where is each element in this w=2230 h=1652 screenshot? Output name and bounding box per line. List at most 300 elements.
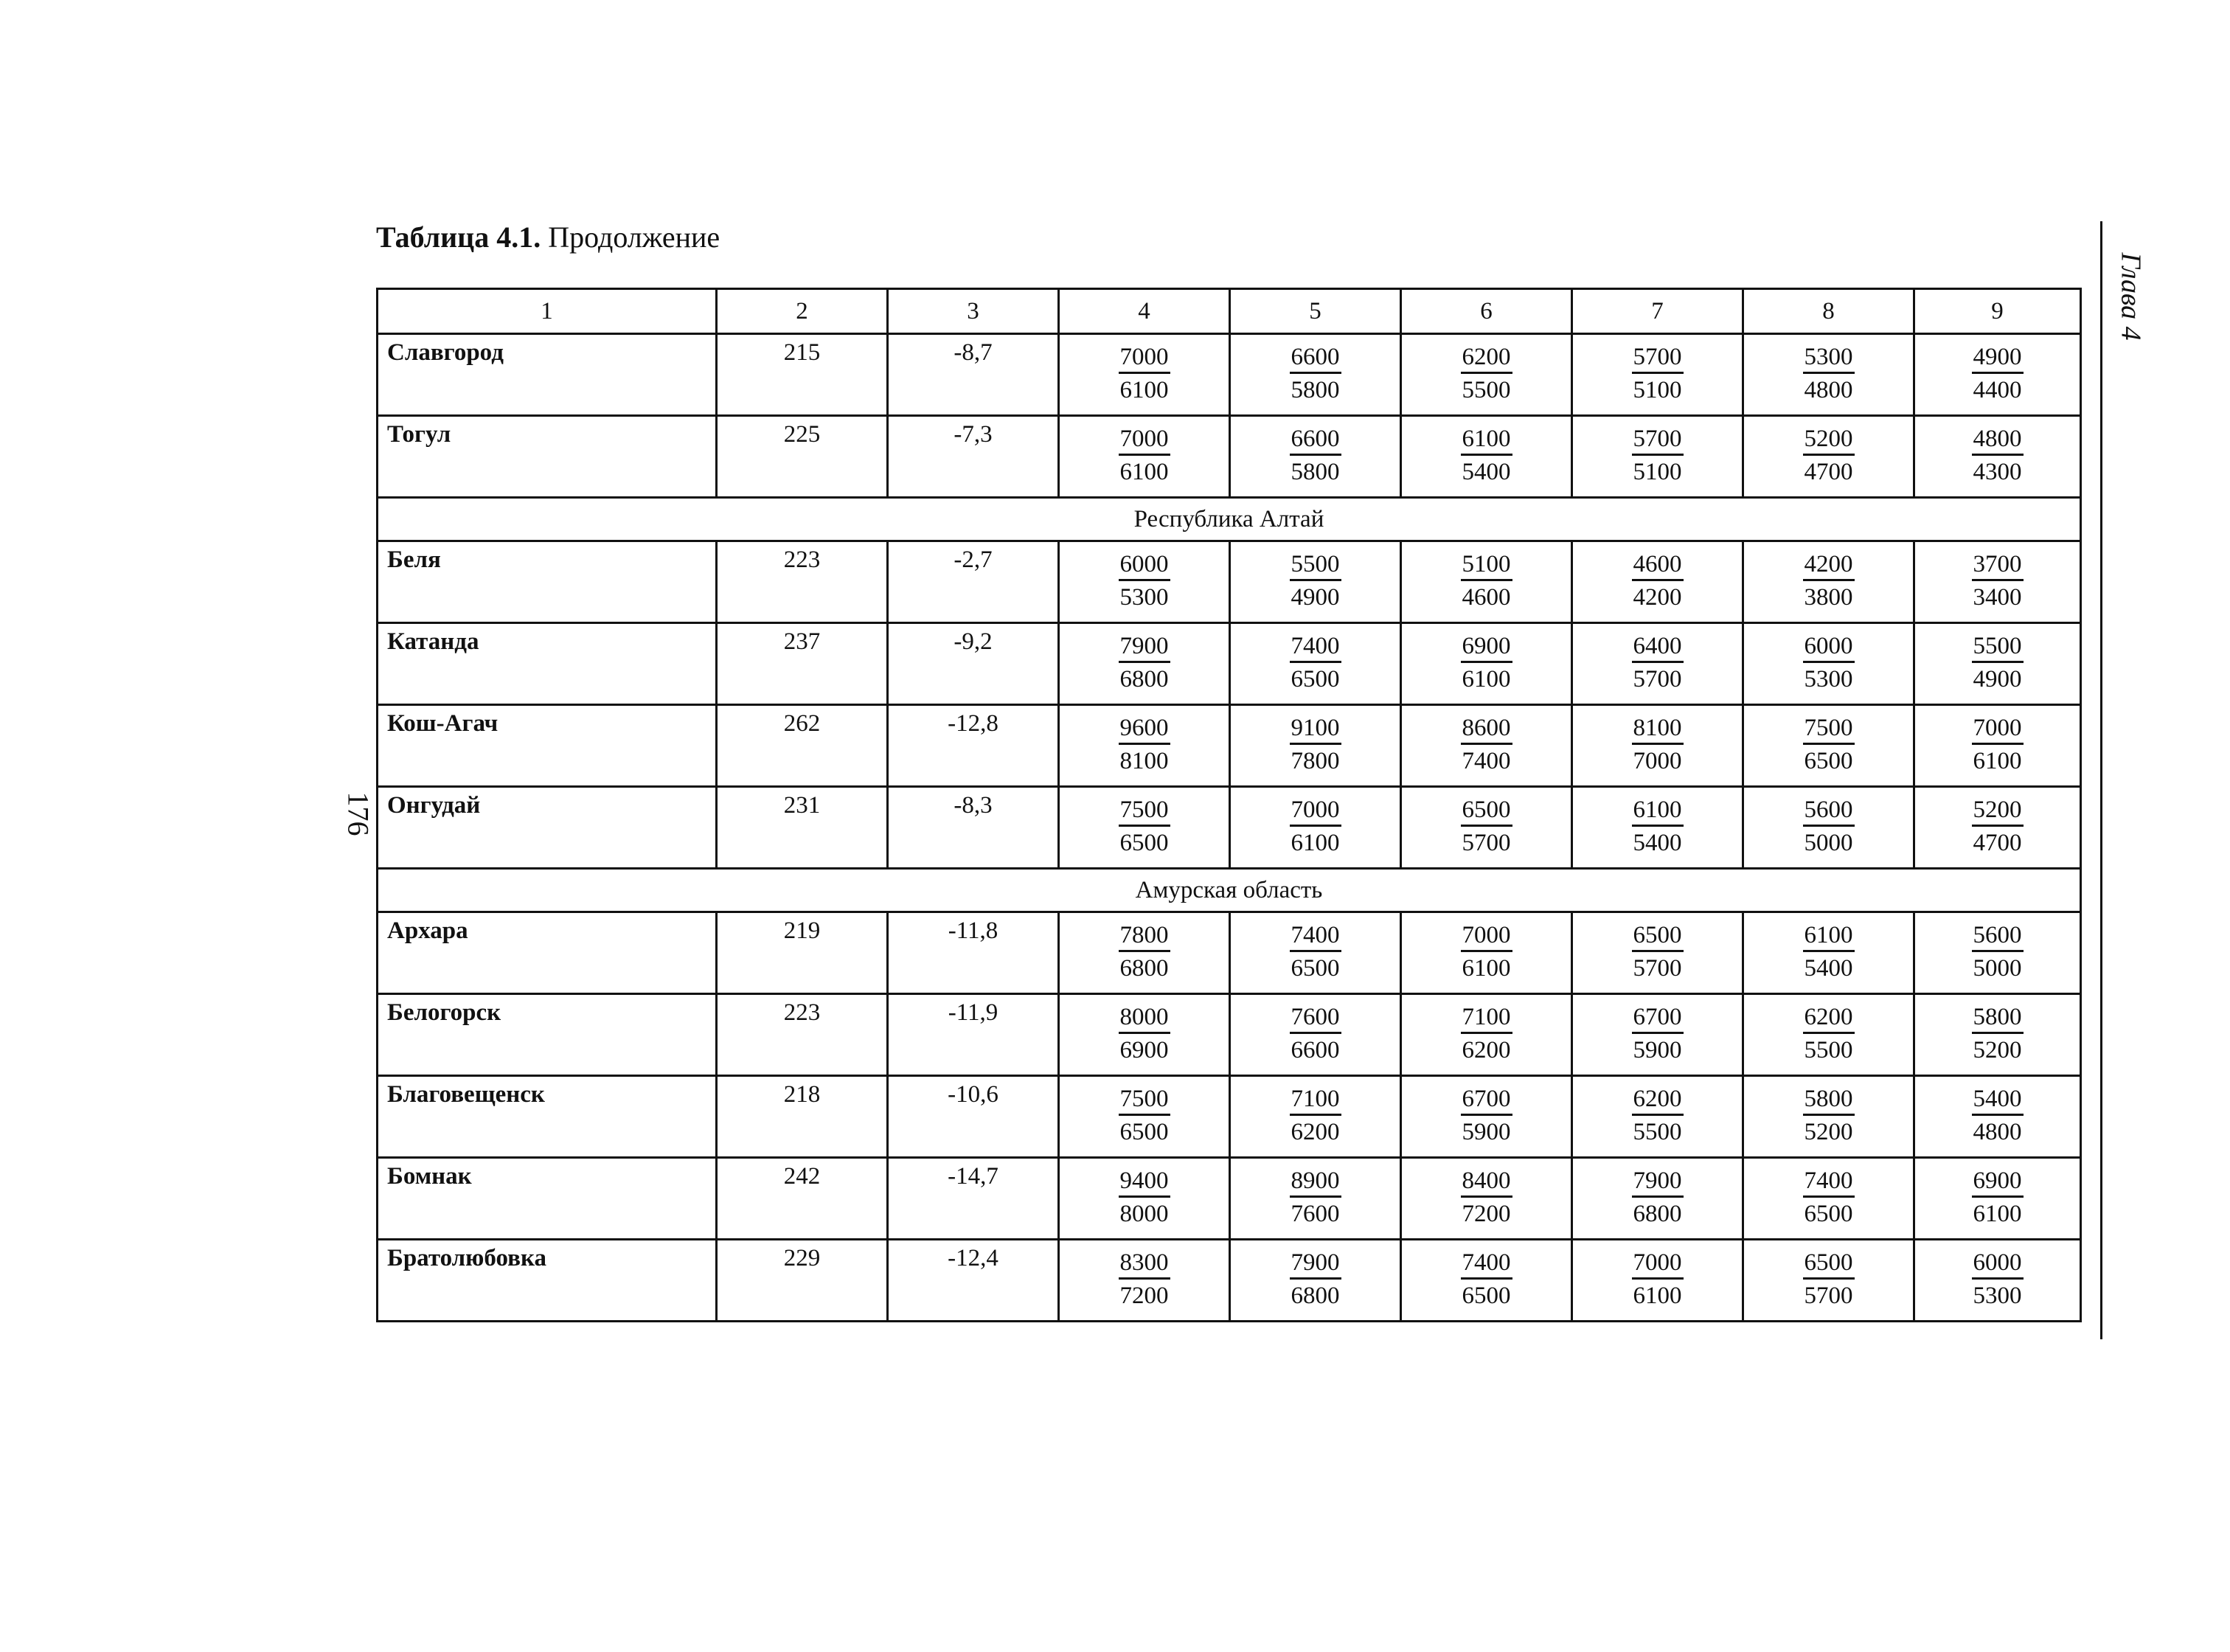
table-row [378, 1076, 2081, 1158]
fraction [1290, 1166, 1341, 1230]
fraction-cell [1743, 1240, 1914, 1322]
fraction-numerator: 6100 [1803, 920, 1855, 952]
fraction-denominator: 6100 [1462, 666, 1511, 693]
fraction-denominator: 6100 [1291, 830, 1340, 856]
station-name: Кош-Агач [378, 705, 717, 787]
column-header: 9 [1914, 289, 2081, 334]
fraction-numerator: 7500 [1119, 1084, 1170, 1116]
fraction [1461, 1002, 1512, 1066]
fraction-numerator: 5200 [1803, 424, 1855, 456]
fraction [1119, 631, 1170, 695]
fraction-cell [1230, 787, 1401, 869]
fraction-numerator: 7000 [1119, 342, 1170, 374]
fraction-numerator: 6500 [1461, 795, 1512, 827]
station-name: Тогул [378, 416, 717, 498]
fraction-numerator: 8100 [1632, 713, 1684, 745]
fraction-denominator: 4700 [1973, 830, 2022, 856]
fraction-numerator: 5800 [1803, 1084, 1855, 1116]
fraction-numerator: 3700 [1972, 549, 2024, 581]
cell-col-3: -8,7 [888, 334, 1059, 416]
table-caption [376, 220, 720, 254]
fraction-cell [1914, 416, 2081, 498]
fraction [1972, 549, 2024, 614]
fraction [1119, 342, 1170, 406]
fraction [1972, 713, 2024, 777]
fraction-denominator: 6800 [1633, 1201, 1682, 1227]
fraction-numerator: 7900 [1119, 631, 1170, 663]
fraction-numerator: 8600 [1461, 713, 1512, 745]
fraction-cell [1914, 705, 2081, 787]
table-row [378, 541, 2081, 623]
fraction-numerator: 6600 [1290, 424, 1341, 456]
fraction-denominator: 5000 [1804, 830, 1853, 856]
fraction [1461, 424, 1512, 488]
fraction [1632, 1166, 1684, 1230]
fraction [1290, 920, 1341, 985]
fraction [1461, 713, 1512, 777]
fraction-denominator: 6500 [1291, 955, 1340, 982]
fraction [1119, 1166, 1170, 1230]
fraction-cell [1059, 623, 1230, 705]
fraction-denominator: 5300 [1804, 666, 1853, 693]
station-name: Братолюбовка [378, 1240, 717, 1322]
cell-col-3: -14,7 [888, 1158, 1059, 1240]
fraction-numerator: 6200 [1632, 1084, 1684, 1116]
fraction [1461, 1248, 1512, 1312]
fraction-denominator: 5200 [1973, 1037, 2022, 1063]
fraction-denominator: 6800 [1119, 666, 1169, 693]
fraction-cell [1572, 1158, 1743, 1240]
fraction [1461, 1084, 1512, 1148]
fraction-denominator: 5100 [1633, 377, 1682, 403]
fraction-numerator: 6900 [1461, 631, 1512, 663]
fraction-numerator: 6200 [1803, 1002, 1855, 1034]
fraction-numerator: 6000 [1803, 631, 1855, 663]
fraction-numerator: 6400 [1632, 631, 1684, 663]
fraction-cell [1914, 623, 2081, 705]
fraction-numerator: 7000 [1972, 713, 2024, 745]
column-header: 8 [1743, 289, 1914, 334]
fraction-denominator: 6500 [1291, 666, 1340, 693]
cell-col-2: 231 [717, 787, 888, 869]
fraction-cell [1914, 1240, 2081, 1322]
fraction-cell [1401, 416, 1572, 498]
fraction [1119, 1002, 1170, 1066]
fraction-cell [1230, 1240, 1401, 1322]
fraction-cell [1059, 994, 1230, 1076]
fraction-denominator: 6100 [1119, 377, 1169, 403]
fraction [1972, 1002, 2024, 1066]
fraction-numerator: 7900 [1632, 1166, 1684, 1198]
station-name: Славгород [378, 334, 717, 416]
fraction-cell [1743, 416, 1914, 498]
fraction-cell [1059, 1076, 1230, 1158]
fraction [1119, 795, 1170, 859]
fraction-numerator: 4800 [1972, 424, 2024, 456]
fraction-numerator: 9600 [1119, 713, 1170, 745]
table-row [378, 912, 2081, 994]
column-header: 3 [888, 289, 1059, 334]
fraction [1290, 342, 1341, 406]
fraction-denominator: 7600 [1291, 1201, 1340, 1227]
fraction-numerator: 5300 [1803, 342, 1855, 374]
fraction-numerator: 7600 [1290, 1002, 1341, 1034]
fraction [1972, 424, 2024, 488]
table-row [378, 1240, 2081, 1322]
fraction-cell [1572, 705, 1743, 787]
fraction-denominator: 5900 [1462, 1119, 1511, 1145]
fraction-denominator: 5500 [1804, 1037, 1853, 1063]
column-header: 1 [378, 289, 717, 334]
fraction-denominator: 7200 [1462, 1201, 1511, 1227]
cell-col-3: -7,3 [888, 416, 1059, 498]
fraction [1972, 1084, 2024, 1148]
fraction [1803, 795, 1855, 859]
section-header-row [378, 869, 2081, 912]
fraction-cell [1572, 1076, 1743, 1158]
fraction-cell [1059, 541, 1230, 623]
station-name: Катанда [378, 623, 717, 705]
table-row [378, 787, 2081, 869]
fraction-numerator: 8400 [1461, 1166, 1512, 1198]
fraction-cell [1572, 1240, 1743, 1322]
cell-col-3: -9,2 [888, 623, 1059, 705]
fraction-denominator: 6900 [1119, 1037, 1169, 1063]
fraction-cell [1914, 1158, 2081, 1240]
fraction-cell [1230, 334, 1401, 416]
fraction-cell [1059, 1240, 1230, 1322]
fraction-cell [1230, 1076, 1401, 1158]
fraction-denominator: 6500 [1804, 748, 1853, 774]
fraction-numerator: 6100 [1632, 795, 1684, 827]
fraction [1461, 631, 1512, 695]
fraction [1803, 1248, 1855, 1312]
fraction-cell [1059, 416, 1230, 498]
fraction-denominator: 5400 [1633, 830, 1682, 856]
fraction-numerator: 7000 [1632, 1248, 1684, 1280]
fraction-numerator: 7500 [1119, 795, 1170, 827]
fraction [1290, 1084, 1341, 1148]
fraction-cell [1572, 787, 1743, 869]
cell-col-3: -8,3 [888, 787, 1059, 869]
fraction-cell [1743, 705, 1914, 787]
fraction-cell [1743, 912, 1914, 994]
fraction-denominator: 6500 [1119, 830, 1169, 856]
fraction-numerator: 7500 [1803, 713, 1855, 745]
fraction-cell [1572, 416, 1743, 498]
chapter-rule [2100, 221, 2102, 1339]
fraction-cell [1572, 623, 1743, 705]
data-table [376, 288, 2082, 1322]
fraction-numerator: 6000 [1119, 549, 1170, 581]
fraction-denominator: 5700 [1633, 955, 1682, 982]
fraction-denominator: 8100 [1119, 748, 1169, 774]
station-name: Благовещенск [378, 1076, 717, 1158]
fraction-denominator: 4900 [1973, 666, 2022, 693]
fraction-numerator: 7400 [1803, 1166, 1855, 1198]
fraction-cell [1743, 1158, 1914, 1240]
fraction-denominator: 7800 [1291, 748, 1340, 774]
fraction-denominator: 6500 [1804, 1201, 1853, 1227]
fraction-cell [1743, 994, 1914, 1076]
column-header: 2 [717, 289, 888, 334]
fraction-numerator: 4200 [1803, 549, 1855, 581]
fraction-denominator: 5900 [1633, 1037, 1682, 1063]
fraction [1119, 549, 1170, 614]
fraction [1632, 795, 1684, 859]
fraction-cell [1401, 1158, 1572, 1240]
fraction-denominator: 5400 [1462, 459, 1511, 485]
fraction [1119, 1084, 1170, 1148]
fraction-cell [1230, 1158, 1401, 1240]
fraction [1632, 549, 1684, 614]
fraction [1803, 1084, 1855, 1148]
fraction-denominator: 4400 [1973, 377, 2022, 403]
cell-col-3: -12,4 [888, 1240, 1059, 1322]
table-row [378, 416, 2081, 498]
cell-col-2: 215 [717, 334, 888, 416]
fraction [1461, 795, 1512, 859]
fraction-numerator: 5700 [1632, 424, 1684, 456]
fraction-denominator: 6500 [1462, 1283, 1511, 1309]
fraction [1972, 1166, 2024, 1230]
fraction-denominator: 6200 [1291, 1119, 1340, 1145]
fraction-numerator: 7400 [1290, 631, 1341, 663]
table-row [378, 1158, 2081, 1240]
fraction-denominator: 8000 [1119, 1201, 1169, 1227]
fraction-cell [1230, 705, 1401, 787]
fraction-denominator: 7200 [1119, 1283, 1169, 1309]
fraction-denominator: 6200 [1462, 1037, 1511, 1063]
fraction-cell [1401, 787, 1572, 869]
fraction [1972, 795, 2024, 859]
fraction-numerator: 5600 [1803, 795, 1855, 827]
fraction-denominator: 5400 [1804, 955, 1853, 982]
fraction-cell [1572, 541, 1743, 623]
fraction [1461, 1166, 1512, 1230]
cell-col-2: 218 [717, 1076, 888, 1158]
fraction-cell [1572, 994, 1743, 1076]
fraction-denominator: 6800 [1291, 1283, 1340, 1309]
fraction-denominator: 5500 [1462, 377, 1511, 403]
fraction [1632, 1002, 1684, 1066]
fraction-cell [1914, 912, 2081, 994]
fraction-cell [1743, 1076, 1914, 1158]
cell-col-3: -11,9 [888, 994, 1059, 1076]
fraction-numerator: 6100 [1461, 424, 1512, 456]
cell-col-3: -12,8 [888, 705, 1059, 787]
fraction [1803, 920, 1855, 985]
fraction-numerator: 5700 [1632, 342, 1684, 374]
fraction-denominator: 6100 [1973, 748, 2022, 774]
fraction-cell [1572, 334, 1743, 416]
table-body [378, 289, 2081, 1322]
fraction-denominator: 4800 [1973, 1119, 2022, 1145]
fraction-numerator: 6900 [1972, 1166, 2024, 1198]
fraction-cell [1230, 912, 1401, 994]
fraction [1803, 342, 1855, 406]
fraction-numerator: 6700 [1632, 1002, 1684, 1034]
fraction-numerator: 6500 [1803, 1248, 1855, 1280]
fraction-cell [1230, 416, 1401, 498]
station-name: Бомнак [378, 1158, 717, 1240]
fraction-cell [1743, 623, 1914, 705]
fraction [1290, 795, 1341, 859]
fraction-denominator: 5700 [1462, 830, 1511, 856]
cell-col-3: -11,8 [888, 912, 1059, 994]
fraction-denominator: 5200 [1804, 1119, 1853, 1145]
cell-col-2: 237 [717, 623, 888, 705]
fraction [1290, 631, 1341, 695]
fraction-cell [1230, 623, 1401, 705]
fraction [1290, 1248, 1341, 1312]
fraction [1119, 1248, 1170, 1312]
fraction-numerator: 8900 [1290, 1166, 1341, 1198]
fraction [1119, 424, 1170, 488]
fraction-cell [1401, 334, 1572, 416]
fraction-numerator: 5100 [1461, 549, 1512, 581]
cell-col-2: 242 [717, 1158, 888, 1240]
fraction [1803, 713, 1855, 777]
fraction-denominator: 5700 [1633, 666, 1682, 693]
fraction-cell [1914, 787, 2081, 869]
fraction-cell [1743, 787, 1914, 869]
fraction-cell [1743, 541, 1914, 623]
fraction-denominator: 3800 [1804, 584, 1853, 611]
fraction-numerator: 5500 [1972, 631, 2024, 663]
cell-col-3: -10,6 [888, 1076, 1059, 1158]
fraction-numerator: 7800 [1119, 920, 1170, 952]
fraction [1972, 1248, 2024, 1312]
section-title: Республика Алтай [378, 498, 2081, 541]
fraction-cell [1401, 994, 1572, 1076]
fraction-denominator: 6500 [1119, 1119, 1169, 1145]
fraction-numerator: 7000 [1119, 424, 1170, 456]
fraction-numerator: 8300 [1119, 1248, 1170, 1280]
fraction-cell [1401, 623, 1572, 705]
fraction-denominator: 5000 [1973, 955, 2022, 982]
cell-col-2: 225 [717, 416, 888, 498]
fraction-numerator: 4600 [1632, 549, 1684, 581]
table-row [378, 705, 2081, 787]
fraction-denominator: 5700 [1804, 1283, 1853, 1309]
cell-col-2: 223 [717, 994, 888, 1076]
fraction-denominator: 6600 [1291, 1037, 1340, 1063]
station-name: Белогорск [378, 994, 717, 1076]
fraction [1632, 1248, 1684, 1312]
column-header: 6 [1401, 289, 1572, 334]
fraction-numerator: 7100 [1290, 1084, 1341, 1116]
fraction-numerator: 9400 [1119, 1166, 1170, 1198]
fraction-denominator: 4200 [1633, 584, 1682, 611]
fraction-denominator: 5800 [1291, 377, 1340, 403]
table-row [378, 334, 2081, 416]
fraction-cell [1914, 994, 2081, 1076]
fraction-denominator: 3400 [1973, 584, 2022, 611]
fraction-cell [1914, 1076, 2081, 1158]
fraction-denominator: 4900 [1291, 584, 1340, 611]
fraction-numerator: 6000 [1972, 1248, 2024, 1280]
fraction [1461, 549, 1512, 614]
fraction [1290, 713, 1341, 777]
page-number: 176 [341, 791, 375, 836]
fraction-numerator: 6200 [1461, 342, 1512, 374]
fraction-cell [1743, 334, 1914, 416]
fraction-cell [1401, 912, 1572, 994]
fraction [1803, 424, 1855, 488]
cell-col-2: 229 [717, 1240, 888, 1322]
fraction [1632, 342, 1684, 406]
fraction-numerator: 7000 [1461, 920, 1512, 952]
fraction-denominator: 6800 [1119, 955, 1169, 982]
column-header: 7 [1572, 289, 1743, 334]
table-caption-number: Таблица 4.1. [376, 221, 541, 254]
fraction-numerator: 7900 [1290, 1248, 1341, 1280]
table-header-row [378, 289, 2081, 334]
fraction-cell [1401, 541, 1572, 623]
fraction-denominator: 5300 [1119, 584, 1169, 611]
fraction [1803, 549, 1855, 614]
fraction [1290, 549, 1341, 614]
fraction [1803, 1166, 1855, 1230]
fraction [1972, 631, 2024, 695]
fraction-denominator: 6100 [1119, 459, 1169, 485]
fraction [1803, 1002, 1855, 1066]
section-title: Амурская область [378, 869, 2081, 912]
cell-col-2: 223 [717, 541, 888, 623]
fraction-denominator: 5500 [1633, 1119, 1682, 1145]
fraction [1632, 713, 1684, 777]
fraction [1290, 424, 1341, 488]
fraction-cell [1059, 787, 1230, 869]
fraction [1803, 631, 1855, 695]
fraction-cell [1230, 994, 1401, 1076]
station-name: Онгудай [378, 787, 717, 869]
cell-col-2: 262 [717, 705, 888, 787]
fraction-numerator: 4900 [1972, 342, 2024, 374]
fraction-denominator: 4800 [1804, 377, 1853, 403]
fraction-numerator: 5800 [1972, 1002, 2024, 1034]
fraction [1461, 920, 1512, 985]
table-caption-text: Продолжение [541, 221, 720, 254]
fraction-numerator: 5400 [1972, 1084, 2024, 1116]
fraction-denominator: 4600 [1462, 584, 1511, 611]
section-header-row [378, 498, 2081, 541]
fraction-denominator: 6100 [1973, 1201, 2022, 1227]
table-row [378, 623, 2081, 705]
fraction-numerator: 7400 [1461, 1248, 1512, 1280]
fraction-denominator: 5800 [1291, 459, 1340, 485]
table-row [378, 994, 2081, 1076]
fraction-denominator: 6100 [1633, 1283, 1682, 1309]
fraction-denominator: 7400 [1462, 748, 1511, 774]
fraction [1290, 1002, 1341, 1066]
station-name: Архара [378, 912, 717, 994]
fraction-numerator: 6500 [1632, 920, 1684, 952]
fraction-cell [1059, 912, 1230, 994]
fraction-numerator: 7400 [1290, 920, 1341, 952]
fraction [1119, 713, 1170, 777]
station-name: Беля [378, 541, 717, 623]
cell-col-3: -2,7 [888, 541, 1059, 623]
fraction-cell [1914, 541, 2081, 623]
column-header: 4 [1059, 289, 1230, 334]
fraction-denominator: 4700 [1804, 459, 1853, 485]
fraction-denominator: 5300 [1973, 1283, 2022, 1309]
fraction-cell [1059, 1158, 1230, 1240]
fraction-cell [1401, 1240, 1572, 1322]
fraction-denominator: 4300 [1973, 459, 2022, 485]
